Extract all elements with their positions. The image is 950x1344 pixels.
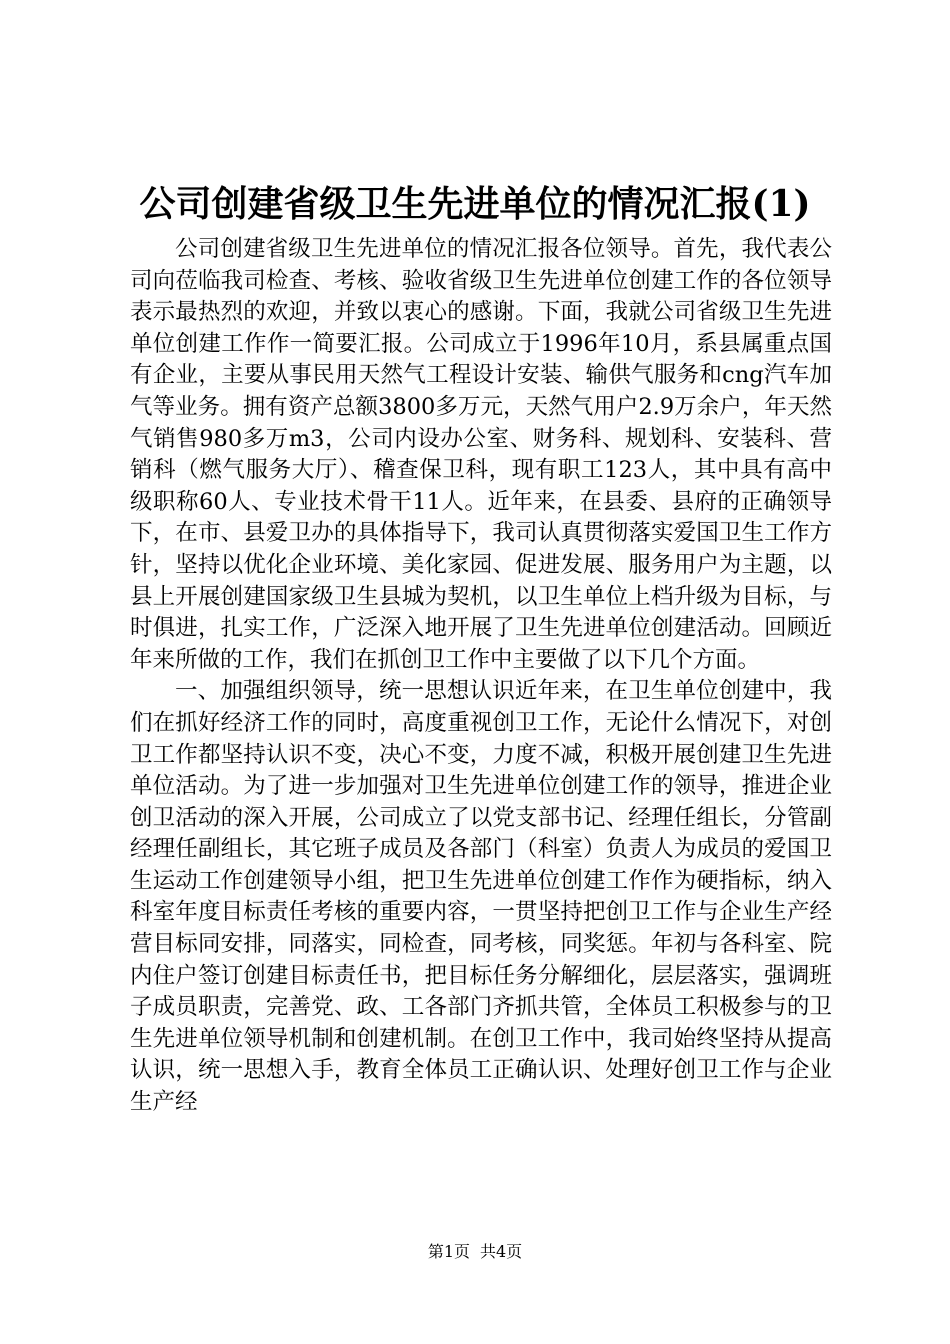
document-title: 公司创建省级卫生先进单位的情况汇报(1) <box>139 183 811 225</box>
page-number: 第1页 <box>427 1242 470 1261</box>
document-body <box>130 234 832 1119</box>
page-footer <box>0 1240 950 1264</box>
paragraph: 一、加强组织领导，统一思想认识近年来，在卫生单位创建中，我们在抓好经济工作的同时，高度重视创卫工作，无论什么情况下，对创卫工作都坚持认识不变，决心不变，力度不减，积极开展创建卫生先进单位活动。为了进一步加强对卫生先进单位创建工作的领导，推进企业创卫活动的深入开展，公司成立了以党支部书记、经理任组长，分管副经理任副组长，其它班子成员及各部门（科室）负责人为成员的爱国卫生运动工作创建领导小组，把卫生先进单位创建工作作为硬指标，纳入科室年度目标责任考核的重要内容，一贯坚持把创卫工作与企业生产经营目标同安排，同落实，同检查，同考核，同奖惩。年初与各科室、院内住户签订创建目标责任书，把目标任务分解细化，层层落实，强调班子成员职责，完善党、政、工各部门齐抓共管，全体员工积极参与的卫生先进单位领导机制和创建机制。在创卫工作中，我司始终坚持从提高认识，统一思想入手，教育全体员工正确认识、处理好创卫工作与企业生产经 <box>130 678 832 1116</box>
paragraph: 公司创建省级卫生先进单位的情况汇报各位领导。首先，我代表公司向莅临我司检查、考核、验收省级卫生先进单位创建工作的各位领导表示最热烈的欢迎，并致以衷心的感谢。下面，我就公司省级卫生先进单位创建工作作一简要汇报。公司成立于1996年10月，系县属重点国有企业，主要从事民用天然气工程设计安装、输供气服务和cng汽车加气等业务。拥有资产总额3800多万元，天然气用户2.9万余户，年天然气销售980多万m3，公司内设办公室、财务科、规划科、安装科、营销科（燃气服务大厅）、稽查保卫科，现有职工123人，其中具有高中级职称60人、专业技术骨干11人。近年来，在县委、县府的正确领导下，在市、县爱卫办的具体指导下，我司认真贯彻落实爱国卫生工作方针，坚持以优化企业环境、美化家园、促进发展、服务用户为主题，以县上开展创建国家级卫生县城为契机，以卫生单位上档升级为目标，与时俱进，扎实工作，广泛深入地开展了卫生先进单位创建活动。回顾近年来所做的工作，我们在抓创卫工作中主要做了以下几个方面。 <box>130 236 832 673</box>
page-total: 共4页 <box>480 1242 523 1261</box>
